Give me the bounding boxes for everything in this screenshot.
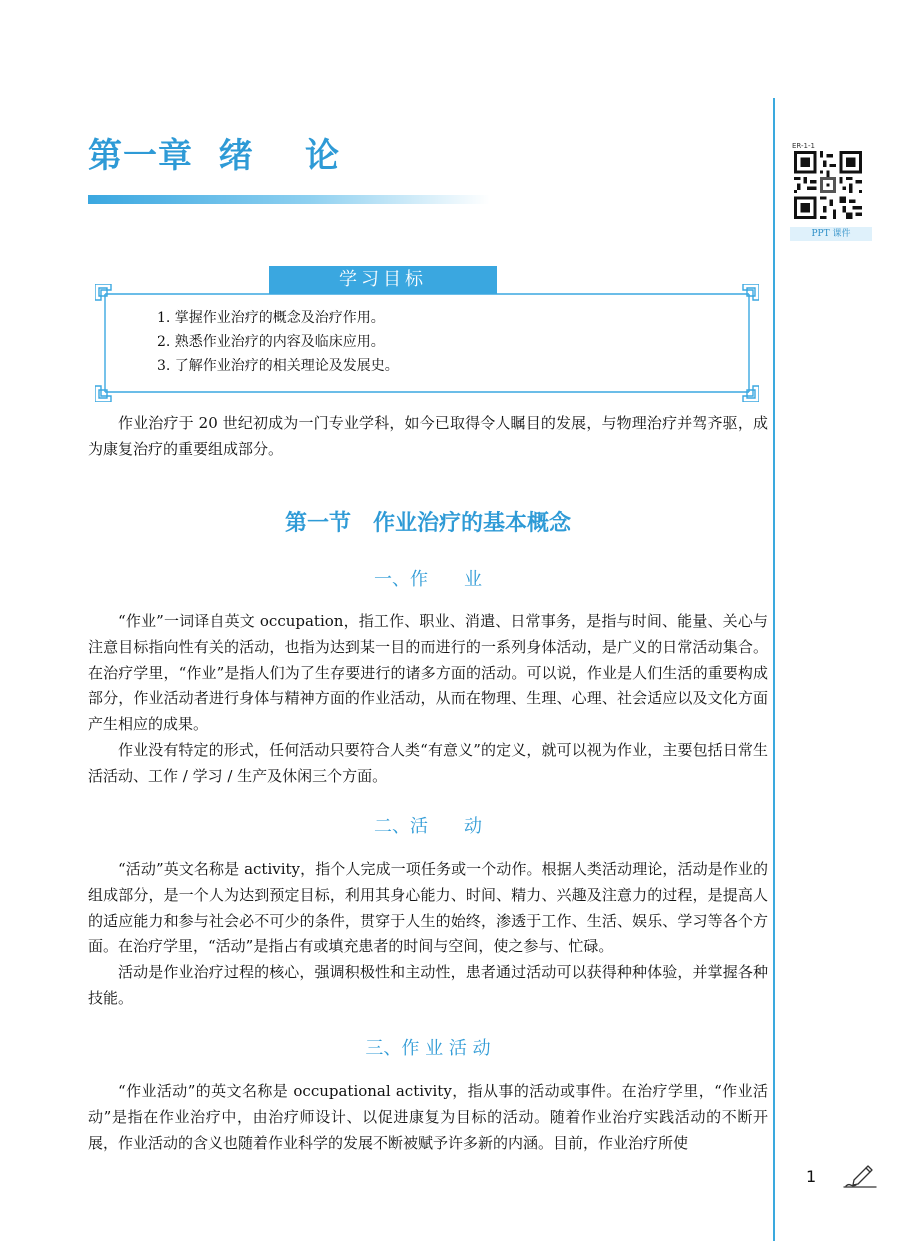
page-number: 1: [806, 1167, 817, 1186]
paragraph-occupation-2: 作业没有特定的形式，任何活动只要符合人类“有意义”的定义，就可以视为作业，主要包括日常生活活动、工作 / 学习 / 生产及休闲三个方面。: [88, 741, 768, 785]
pen-note-icon: [842, 1162, 878, 1188]
objective-item: 2. 熟悉作业治疗的内容及临床应用。: [157, 334, 385, 350]
objective-item: 3. 了解作业治疗的相关理论及发展史。: [157, 358, 399, 374]
subsection-title-occupational-activity: 三、作 业 活 动: [365, 1038, 491, 1059]
qr-code-icon[interactable]: [794, 151, 862, 219]
objectives-header: 学习目标: [269, 266, 497, 294]
qr-id: ER-1-1: [792, 142, 815, 150]
paragraph-activity-1: “活动”英文名称是 activity，指个人完成一项任务或一个动作。根据人类活动理论，活动是作业的组成部分，是一个人为达到预定目标，利用其身心能力、时间、精力、兴趣及注意力的过程，是提高人的适应能力和参与社会必不可少的条件，贯穿于人生的始终，渗透于工作、生活、娱乐、学习等各个方面。在治疗学里，“活动”是指占有或填充患者的时间与空间，使之参与、忙碌。: [88, 860, 768, 956]
margin-rule: [773, 98, 775, 1241]
objective-item: 1. 掌握作业治疗的概念及治疗作用。: [157, 310, 385, 326]
section-title: 第一节 作业治疗的基本概念: [284, 511, 571, 536]
subsection-title-occupation: 一、作 业: [374, 569, 482, 590]
ppt-courseware-label: PPT 课件: [790, 227, 872, 241]
paragraph-occupational-activity-1: “作业活动”的英文名称是 occupational activity，指从事的活动或事件。在治疗学里，“作业活动”是指在作业治疗中，由治疗师设计、以促进康复为目标的活动。随着作业治疗实践活动的不断开展，作业活动的含义也随着作业科学的发展不断被赋予许多新的内涵。目前，作业治疗所使: [88, 1082, 768, 1152]
chapter-title: 第一章 绪 论: [88, 136, 341, 176]
qr-block: [790, 142, 872, 241]
objectives-list: [157, 306, 399, 378]
intro-paragraph: 作业治疗于 20 世纪初成为一门专业学科，如今已取得令人瞩目的发展，与物理治疗并驾齐驱，成为康复治疗的重要组成部分。: [88, 414, 768, 458]
paragraph-occupation-1: “作业”一词译自英文 occupation，指工作、职业、消遣、日常事务，是指与时间、能量、关心与注意目标指向性有关的活动，也指为达到某一目的而进行的一系列身体活动，是广义的日常活动集合。在治疗学里，“作业”是指人们为了生存要进行的诸多方面的活动。可以说，作业是人们生活的重要构成部分，作业活动者进行身体与精神方面的作业活动，从而在物理、生理、心理、社会适应以及文化方面产生相应的成果。: [88, 612, 768, 734]
subsection-title-activity: 二、活 动: [374, 816, 482, 837]
paragraph-activity-2: 活动是作业治疗过程的核心，强调积极性和主动性，患者通过活动可以获得种种体验，并掌握各种技能。: [88, 963, 768, 1007]
chapter-underline-bar: [88, 195, 490, 204]
